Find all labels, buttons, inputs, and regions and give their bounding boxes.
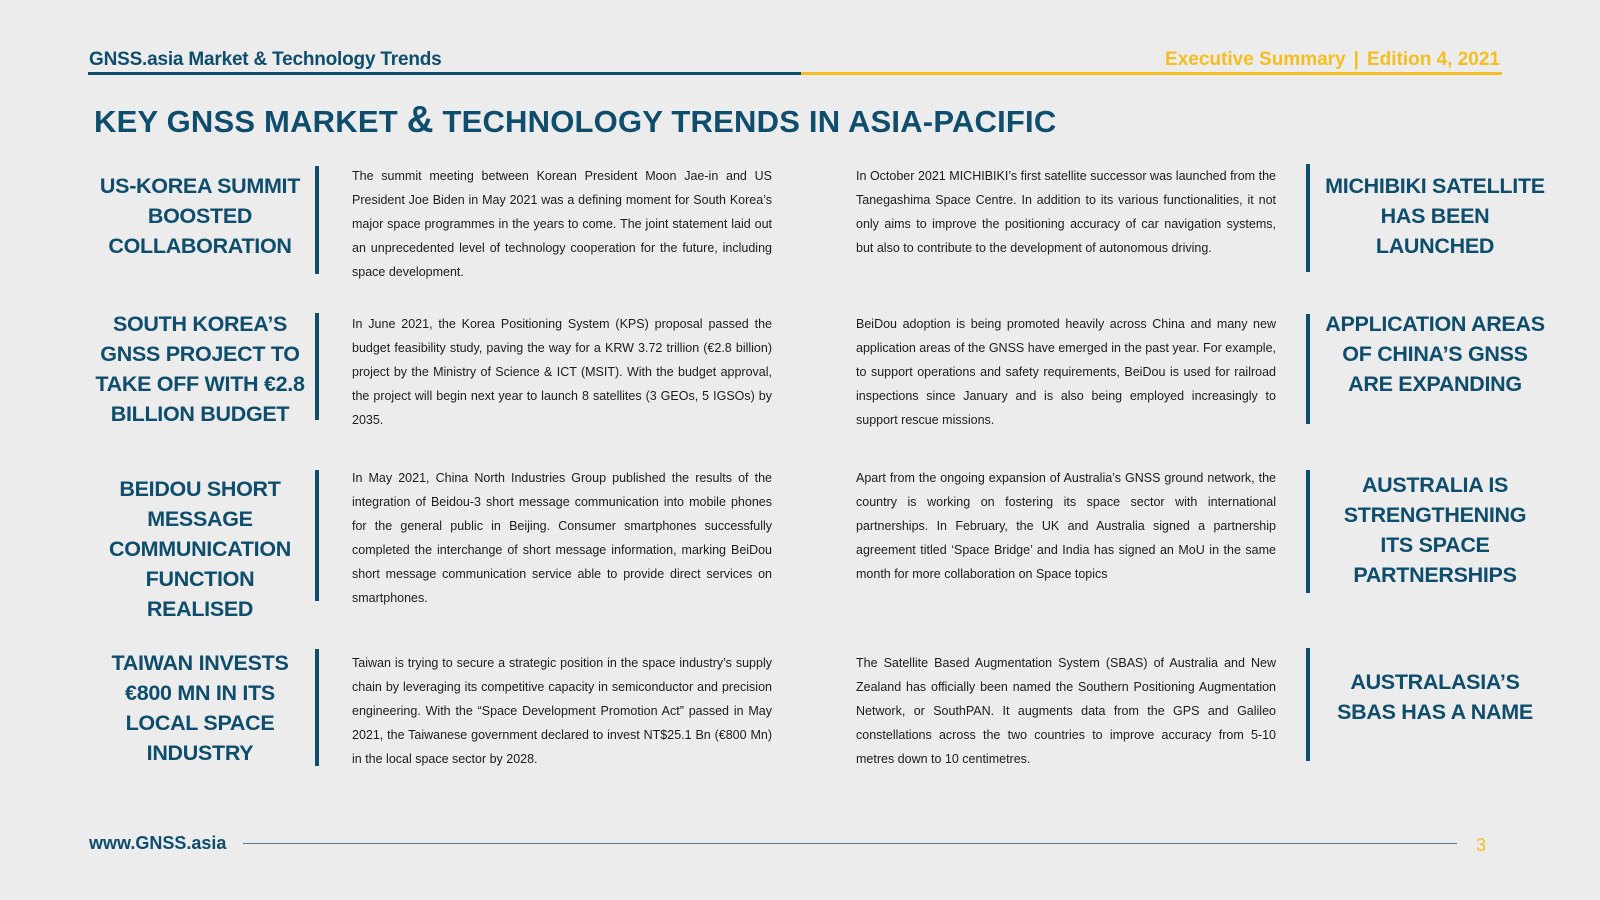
right-divider-3 xyxy=(1306,470,1310,593)
left-divider-4 xyxy=(315,649,319,766)
right-paragraph-1: In October 2021 MICHIBIKI’s first satellite successor was launched from the Tanegashima Space Centre. In addition to its various functionalities, it not only aims to improve the positioning accuracy of car navigation systems, but also to contribute to the development of autonomous driving. xyxy=(856,169,1276,255)
left-paragraph-4: Taiwan is trying to secure a strategic position in the space industry’s supply chain by leveraging its competitive capacity in semiconductor and precision engineering. With the “Space Development Promotion Act” passed in May 2021, the Taiwanese government declared to invest NT$25.1 Bn (€800 Mn) in the local space sector by 2028. xyxy=(352,656,772,766)
right-divider-4 xyxy=(1306,648,1310,761)
page-title xyxy=(94,99,1056,141)
header-edition-label: Edition 4, 2021 xyxy=(1366,49,1500,70)
left-paragraph-3: In May 2021, China North Industries Group published the results of the integration of Beidou-3 short message communication into mobile phones for the general public in Beijing. Consumer smartphones successfully completed the interchange of short message information, marking BeiDou short message communication service able to provide direct services on smartphones. xyxy=(352,471,772,605)
page-title-part2: TECHNOLOGY TRENDS IN ASIA-PACIFIC xyxy=(442,104,1057,139)
right-heading-4: AUSTRALASIA’S SBAS HAS A NAME xyxy=(1337,670,1533,724)
right-divider-2 xyxy=(1306,314,1310,424)
right-paragraph-2: BeiDou adoption is being promoted heavily across China and many new application areas of the GNSS have emerged in the past year. For example, to support operations and safety requirements, BeiDou is used for railroad inspections since January and is also being employed increasingly to support rescue missions. xyxy=(856,317,1276,427)
right-paragraph-4: The Satellite Based Augmentation System (SBAS) of Australia and New Zealand has officially been named the Southern Positioning Augmentation Network, or SouthPAN. It augments data from the GPS and Galileo constellations across the two countries to improve accuracy from 5-10 metres down to 10 centimetres. xyxy=(856,656,1276,766)
right-heading-3: AUSTRALIA IS STRENGTHENING ITS SPACE PARTNERSHIPS xyxy=(1343,473,1527,587)
header-rule-blue xyxy=(88,72,801,75)
left-paragraph-1: The summit meeting between Korean President Moon Jae-in and US President Joe Biden in May 2021 was a defining moment for South Korea’s major space programmes in the years to come. The joint statement laid out an unprecedented level of technology cooperation for the future, including space development. xyxy=(352,169,772,279)
right-paragraph-3: Apart from the ongoing expansion of Australia’s GNSS ground network, the country is working on fostering its space sector with international partnerships. In February, the UK and Australia signed a partnership agreement titled ‘Space Bridge’ and India has signed an MoU in the same month for more collaboration on Space topics xyxy=(856,471,1276,581)
header-left-title: GNSS.asia Market & Technology Trends xyxy=(89,49,442,70)
left-divider-1 xyxy=(315,166,319,274)
left-heading-3: BEIDOU SHORT MESSAGE COMMUNICATION FUNCTION REALISED xyxy=(108,477,291,621)
left-heading-1: US-KOREA SUMMIT BOOSTED COLLABORATION xyxy=(99,174,301,258)
right-divider-1 xyxy=(1306,164,1310,272)
right-heading-1: MICHIBIKI SATELLITE HAS BEEN LAUNCHED xyxy=(1325,174,1545,258)
footer-url-link[interactable]: www.GNSS.asia xyxy=(89,833,227,853)
left-heading-4: TAIWAN INVESTS €800 MN IN ITS LOCAL SPACE INDUSTRY xyxy=(111,651,289,765)
left-heading-2: SOUTH KOREA’S GNSS PROJECT TO TAKE OFF WITH €2.8 BILLION BUDGET xyxy=(95,312,305,426)
header-section-label: Executive Summary xyxy=(1165,49,1346,70)
right-heading-2: APPLICATION AREAS OF CHINA’S GNSS ARE EXPANDING xyxy=(1325,312,1545,396)
header-rule-yellow xyxy=(801,72,1502,75)
page-title-ampersand: & xyxy=(406,99,434,140)
header-separator: | xyxy=(1353,49,1359,70)
left-divider-2 xyxy=(315,313,319,420)
left-divider-3 xyxy=(315,470,319,601)
header-right xyxy=(1165,49,1500,71)
footer-rule xyxy=(243,843,1457,844)
left-paragraph-2: In June 2021, the Korea Positioning System (KPS) proposal passed the budget feasibility study, paving the way for a KRW 3.72 trillion (€2.8 billion) project by the Ministry of Science & ICT (MSIT). With the budget approval, the project will begin next year to launch 8 satellites (3 GEOs, 5 IGSOs) by 2035. xyxy=(352,317,772,427)
page-number: 3 xyxy=(1476,835,1487,855)
page-title-part1: KEY GNSS MARKET xyxy=(94,104,398,139)
